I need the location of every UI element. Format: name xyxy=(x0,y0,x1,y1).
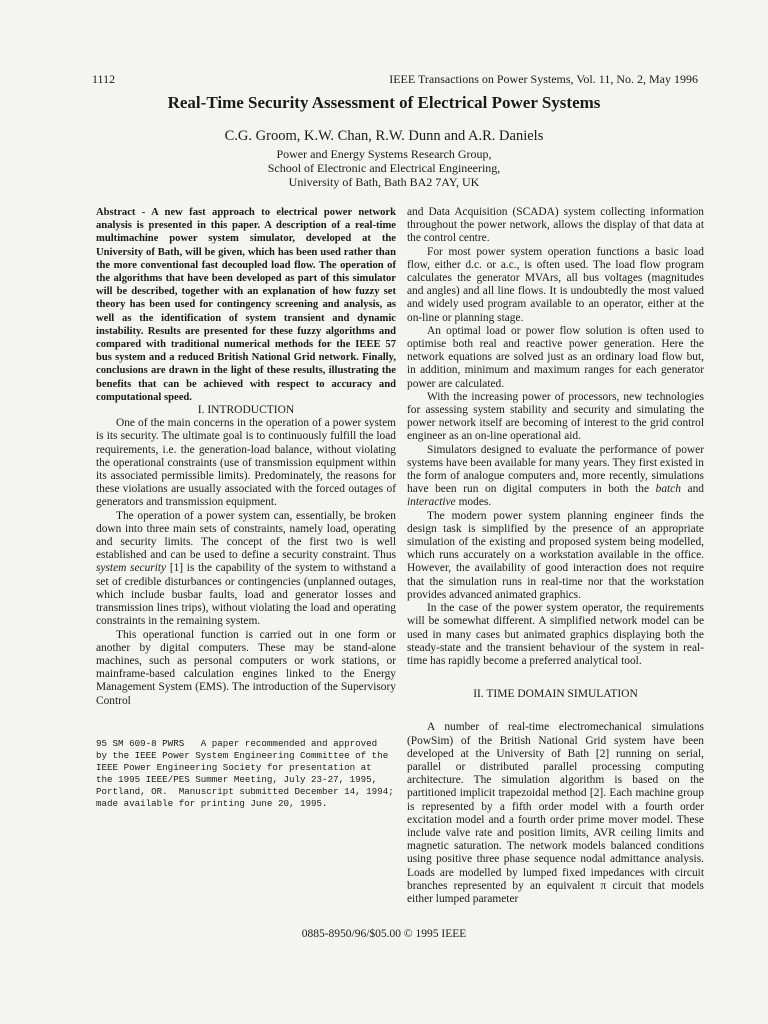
journal-header: IEEE Transactions on Power Systems, Vol. 11, No. 2, May 1996 xyxy=(389,72,698,86)
emphasis-term: system security xyxy=(96,562,167,575)
paragraph: The modern power system planning engineer finds the design task is simplified by the presence of an appropriate simulation of the existing and proposed system being modelled, which runs accurately on a workstation available in the office. However, the availability of good interaction does not require that the simulation runs in real-time nor that the workstation provides advanced animated graphics. xyxy=(407,509,704,601)
abstract: Abstract - A new fast approach to electrical power network analysis is presented in this paper. A description of a real-time multimachine power system simulator, developed at the University of Bath, will be given, which has been used rather than the more conventional fast decoupled load flow. The operation of the algorithms that have been developed as part of this simulator will be described, together with an explanation of how fuzzy set theory has been used for contingency screening and analysis, as well as the identification of system transient and dynamic instability. Results are presented for these fuzzy algorithms and compared with traditional numerical methods for the IEEE 57 bus system and a reduced British National Grid network. Finally, conclusions are drawn in the light of these results, illustrating the benefits that can be achieved with respect to accuracy and computational speed. xyxy=(96,207,396,403)
paragraph: The operation of a power system can, essentially, be broken down into three main sets of constraints, namely load, operating and security limits. The concept of the first two is well established and can be used to define a security constraint. Thus system security [1] is the capability of the system to withstand a set of credible disturbances or contingencies (unplanned outages, which include busbar faults, load and generator losses and transmission lines trips), without violating the load and operating constraints in the remaining system. xyxy=(96,509,396,628)
paragraph: This operational function is carried out in one form or another by digital computers. These may be stand-alone machines, such as personal computers or work stations, or mainframe-based calculation engines linked to the Energy Management System (EMS). The introduction of the Supervisory Control xyxy=(96,628,396,707)
affiliation-line: University of Bath, Bath BA2 7AY, UK xyxy=(288,175,480,189)
authors: C.G. Groom, K.W. Chan, R.W. Dunn and A.R. Daniels xyxy=(224,128,544,144)
emphasis-term: interactive xyxy=(407,496,456,509)
paragraph: An optimal load or power flow solution is often used to optimise both real and reactive power generation. Here the network equations are solved just as an ordinary load flow but, in addition, minimum and maximum ranges for each generator power are calculated. xyxy=(407,324,704,390)
affiliation-line: Power and Energy Systems Research Group, xyxy=(276,147,492,161)
paragraph: For most power system operation functions a basic load flow, either d.c. or a.c., is often used. The load flow program calculates the generator MVArs, all bus voltages (magnitudes and angles) and all line flows. It is undoubtedly the most valued and widely used program available to an operator, either at the on-line or planning stage. xyxy=(407,245,704,324)
paragraph: One of the main concerns in the operation of a power system is its security. The ultimate goal is to continuously fulfill the load requirements, i.e. the generation-load balance, without violating the operational constraints (use of transmission equipment within its associated permissible limits). Predominately, the reasons for these violations are usually associated with the forced outages of generators and transmission equipment. xyxy=(96,417,396,509)
section-heading-introduction: I. INTRODUCTION xyxy=(197,404,295,417)
paragraph: and Data Acquisition (SCADA) system collecting information throughout the power network, allows the display of that data at the control centre. xyxy=(407,206,704,245)
copyright-footer: 0885-8950/96/$05.00 © 1995 IEEE xyxy=(301,928,467,940)
right-column xyxy=(407,206,704,906)
paragraph: In the case of the power system operator, the requirements will be somewhat different. A simplified network model can be used in many cases but animated graphics displaying both the steady-state and the transient behaviour of the system in real-time has rapidly become a preferred analytical tool. xyxy=(407,602,704,667)
affiliation-line: School of Electronic and Electrical Engineering, xyxy=(267,161,501,175)
paragraph: Simulators designed to evaluate the performance of power systems have been available for many years. They first existed in the form of analogue computers and, more recently, simulations have been run on digital computers in both the batch and interactive modes. xyxy=(407,443,704,509)
paper-title: Real-Time Security Assessment of Electrical Power Systems xyxy=(167,93,601,112)
affiliation xyxy=(0,147,768,189)
left-column xyxy=(96,206,396,708)
page-number: 1112 xyxy=(92,72,116,86)
paragraph: With the increasing power of processors, new technologies for assessing system stability and security and simulating the power network itself are becoming of interest to the grid control engineer as an on-line operational aid. xyxy=(407,390,704,443)
paragraph: A number of real-time electromechanical simulations (PowSim) of the British National Grid system have been developed at the University of Bath [2] running on serial, parallel or distributed parallel processing computing architecture. The simulation algorithm is based on the partitioned implicit trapezoidal method [2]. Each machine group is represented by a fifth order model with a fourth order excitation model and a fourth order prime mover model. These include valve rate and position limits, AVR ceiling limits and magnetic saturation. The network models balanced conditions using positive three phase sequence nodal admittance analysis. Loads are modelled by lumped fixed impedances with circuit branches represented by an equivalent π circuit that models either lumped parameter xyxy=(407,721,704,905)
emphasis-term: batch xyxy=(655,483,681,496)
footnote: 95 SM 609-8 PWRS A paper recommended and approved by the IEEE Power System Engineering Committee of the IEEE Power Engineering Society for presentation at the 1995 IEEE/PES Summer Meeting, July 23-27, 1995, Portland, OR. Manuscript submitted December 14, 1994; made available for printing June 20, 1995. xyxy=(96,738,394,809)
section-heading-time-domain: II. TIME DOMAIN SIMULATION xyxy=(473,688,638,701)
